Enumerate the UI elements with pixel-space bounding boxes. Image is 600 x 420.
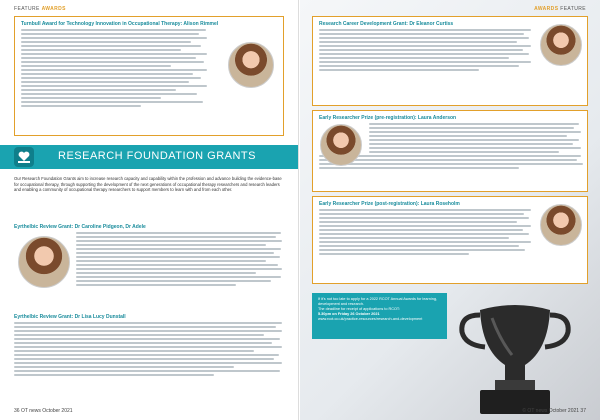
career-box-title: Research Career Development Grant: Dr Eleanor Curtiss xyxy=(319,21,454,27)
early-researcher-photo-1 xyxy=(320,124,362,166)
cta-line-1: If it's not too late to apply for a 2022 RCOT Annual Awards for learning, development and research. xyxy=(318,297,437,306)
section-2-heading: Eyrthelbic Review Grant: Dr Lisa Lucy Dunstall xyxy=(14,314,126,320)
cta-deadline: 5.30pm on Friday 26 October 2021 xyxy=(318,312,380,316)
right-running-head xyxy=(534,6,586,12)
award-winner-photo xyxy=(228,42,274,88)
trophy-image xyxy=(440,300,590,420)
award-box-title: Turnbull Award for Technology Innovation in Occupational Therapy: Alison Rimmel xyxy=(21,21,219,27)
left-page xyxy=(0,0,299,420)
right-folio: © OT news October 2021 37 xyxy=(522,408,586,414)
early-box-1-title: Early Researcher Prize (pre-registration): Laura Anderson xyxy=(319,115,457,121)
runhead-title: AWARDS xyxy=(41,6,66,12)
section-2 xyxy=(14,314,284,378)
right-page xyxy=(300,0,600,420)
runhead-section: FEATURE xyxy=(14,6,40,12)
grants-intro: Our Research Foundation Grants aim to increase research capacity and capability within the profession and advance building the evidence-base for occupational therapy, through supporting the development of the next generations of occupational therapy researchers and research leaders and enabling a community of occupational therapy researchers to support members to learn with and from each other. xyxy=(14,176,282,193)
deadline-callout xyxy=(312,293,447,339)
runhead-title-right: AWARDS xyxy=(534,6,559,12)
runhead-section-right: FEATURE xyxy=(560,6,586,12)
career-grant-photo xyxy=(540,24,582,66)
early-researcher-photo-2 xyxy=(540,204,582,246)
left-folio: 36 OT news October 2021 xyxy=(14,408,73,414)
banner-title: RESEARCH FOUNDATION GRANTS xyxy=(58,150,256,162)
grant-recipient-photo-1 xyxy=(18,236,70,288)
early-box-2-title: Early Researcher Prize (post-registration): Laura Roseholm xyxy=(319,201,460,207)
hand-heart-icon xyxy=(14,147,34,167)
cta-link[interactable]: www.rcot.co.uk/practice-resources/research-and-development xyxy=(318,317,423,321)
cta-line-2: The deadline for receipt of applications to RCOT: xyxy=(318,307,400,311)
research-grants-banner xyxy=(0,145,298,169)
section-1-heading: Eyrthelbic Review Grant: Dr Caroline Pidgeon, Dr Adele xyxy=(14,224,146,230)
left-running-head xyxy=(14,6,66,12)
